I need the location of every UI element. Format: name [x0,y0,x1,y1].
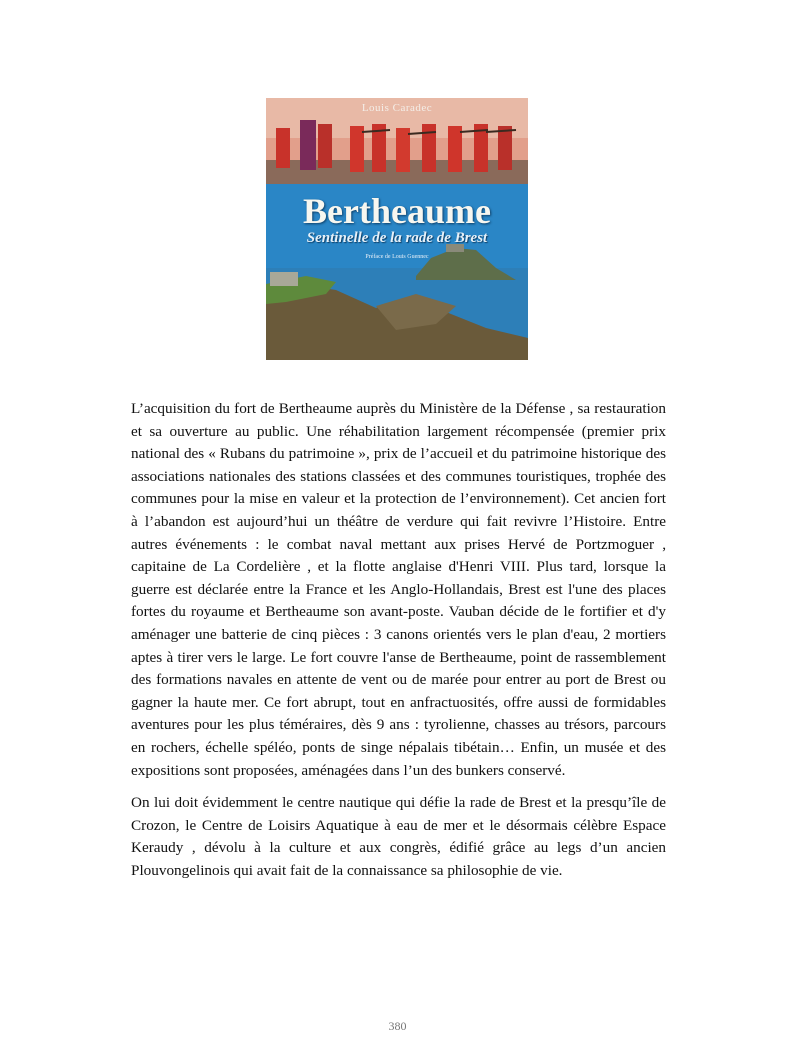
paragraph-1: L’acquisition du fort de Bertheaume auprès du Ministère de la Défense , sa restauration et sa ouverture au public. Une réhabilitation largement récompensée (premier prix national des « Rubans du patrimoine », prix de l’accueil et du patrimoine historique des associations nationales des stations classées et des communes touristiques, trophée des communes pour la mise en valeur et la protection de l’environnement). Cet ancien fort à l’abandon est aujourd’hui un théâtre de verdure qui fait revivre l’Histoire. Entre autres événements : le combat naval mettant aux prises Hervé de Portzmoguer , capitaine de La Cordelière , et la flotte anglaise d'Henri VIII. Plus tard, lorsque la guerre est déclarée entre la France et les Anglo-Hollandais, Brest est l'une des places fortes du royaume et Bertheaume son avant-poste. Vauban décide de le fortifier et d'y aménager une batterie de cinq pièces : 3 canons orientés vers le plan d'eau, 2 mortiers aptes à tirer vers le large. Le fort couvre l'anse de Bertheaume, point de rassemblement des formations navales en attente de vent ou de marée pour entrer au port de Brest ou gagner la haute mer. Ce fort abrupt, tout en anfractuosités, offre aussi de formidables aventures pour les plus téméraires, dès 9 ans : tyrolienne, chasses au trésors, parcours en rochers, échelle spéléo, ponts de singe népalais tibétain… Enfin, un musée et des expositions sont proposées, aménagées dans l’un des bunkers conservé. [131,400,666,779]
cover-house [270,272,298,286]
cover-subtitle: Sentinelle de la rade de Brest [306,230,488,246]
cover-preface: Préface de Louis Guennec [365,254,429,260]
cover-author: Louis Caradec [361,102,433,114]
page-number: 380 [388,1019,407,1033]
body-text [131,398,666,892]
cover-title: Bertheaume [303,191,491,231]
paragraph-2: On lui doit évidemment le centre nautique qui défie la rade de Brest et la presqu’île de Crozon, le Centre de Loisirs Aquatique à eau de mer et le désormais célèbre Espace Keraudy , dévolu à la culture et aux congrès, édifié grâce au legs d’un ancien Plouvongelinois qui avait fait de la connaissance sa philosophie de vie. [131,794,666,879]
book-cover-image [266,98,528,360]
